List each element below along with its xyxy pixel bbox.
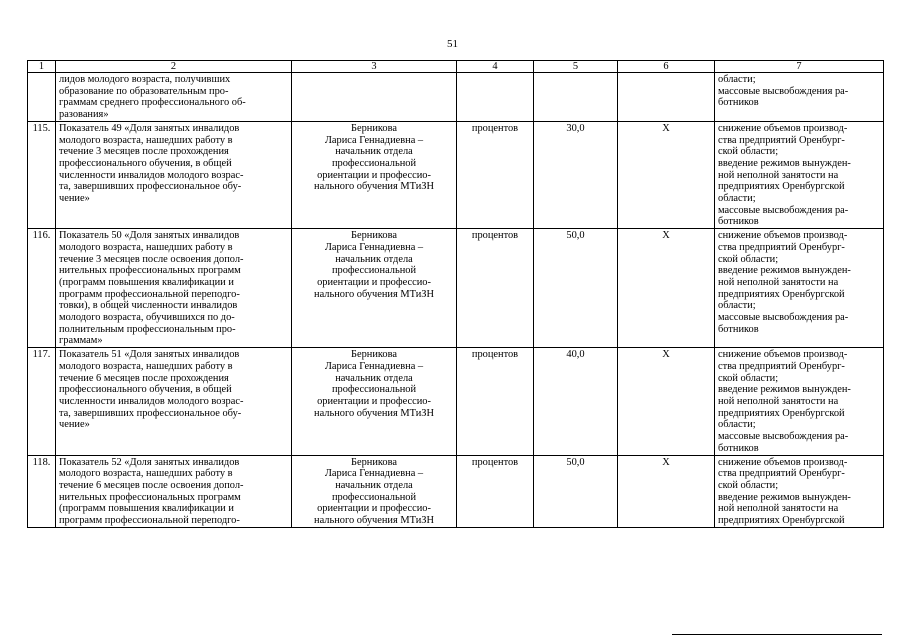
mark-cell: Х [618,348,715,455]
row-number-cell: 118. [28,455,56,527]
risks-cell: снижение объемов производ- ства предприятий Оренбург- ской области; введение режимов вынужден- ной неполной занятости на предприятиях Оренбургской области; массовые высвобождения ра- ботников [715,229,884,348]
value-cell [534,73,618,122]
mark-cell: Х [618,455,715,527]
page-number: 51 [447,38,458,50]
row-number-cell: 115. [28,121,56,228]
responsible-cell: Берникова Лариса Геннадиевна – начальник отдела профессиональной ориентации и профессио- нального обучения МТиЗН [292,455,457,527]
value-cell: 50,0 [534,455,618,527]
footer-divider [672,634,882,635]
row-number-cell: 117. [28,348,56,455]
mark-cell: Х [618,121,715,228]
indicators-table [27,60,884,528]
responsible-cell [292,73,457,122]
header-cell: 2 [56,61,292,73]
table-row-continuation [28,73,884,122]
indicator-cell: Показатель 50 «Доля занятых инвалидов молодого возраста, нашедших работу в течение 3 месяцев после освоения допол- нительных профессиональных программ (программ повышения квалификации и программ профессиональной переподго- товки), в общей численности инвалидов молодого возраста, обучившихся по до- полнительным профессиональным про- граммам» [56,229,292,348]
indicator-cell: Показатель 51 «Доля занятых инвалидов молодого возраста, нашедших работу в течение 6 месяцев после прохождения профессионального обучения, в общей численности инвалидов молодого возрас- та, завершивших профессиональное обу- чение» [56,348,292,455]
unit-cell: процентов [457,455,534,527]
table-header [28,61,884,73]
row-number-cell [28,73,56,122]
header-cell: 6 [618,61,715,73]
unit-cell: процентов [457,229,534,348]
responsible-cell: Берникова Лариса Геннадиевна – начальник отдела профессиональной ориентации и профессио- нального обучения МТиЗН [292,121,457,228]
responsible-cell: Берникова Лариса Геннадиевна – начальник отдела профессиональной ориентации и профессио- нального обучения МТиЗН [292,348,457,455]
value-cell: 40,0 [534,348,618,455]
table-row [28,121,884,228]
header-cell: 4 [457,61,534,73]
table-row [28,229,884,348]
mark-cell [618,73,715,122]
header-cell: 7 [715,61,884,73]
risks-cell: снижение объемов производ- ства предприятий Оренбург- ской области; введение режимов вынужден- ной неполной занятости на предприятиях Оренбургской области; массовые высвобождения ра- ботников [715,348,884,455]
indicator-cell: лидов молодого возраста, получивших образование по образовательным про- граммам среднего профессионального об- разования» [56,73,292,122]
table-body [28,73,884,528]
table-row [28,455,884,527]
table-row [28,348,884,455]
value-cell: 50,0 [534,229,618,348]
indicator-cell: Показатель 52 «Доля занятых инвалидов молодого возраста, нашедших работу в течение 6 месяцев после освоения допол- нительных профессиональных программ (программ повышения квалификации и программ профессиональной переподго- [56,455,292,527]
risks-cell: снижение объемов производ- ства предприятий Оренбург- ской области; введение режимов вынужден- ной неполной занятости на предприятиях Оренбургской [715,455,884,527]
value-cell: 30,0 [534,121,618,228]
unit-cell: процентов [457,121,534,228]
header-cell: 3 [292,61,457,73]
risks-cell: снижение объемов производ- ства предприятий Оренбург- ской области; введение режимов вынужден- ной неполной занятости на предприятиях Оренбургской области; массовые высвобождения ра- ботников [715,121,884,228]
unit-cell [457,73,534,122]
header-cell: 5 [534,61,618,73]
indicator-cell: Показатель 49 «Доля занятых инвалидов молодого возраста, нашедших работу в течение 3 месяцев после прохождения профессионального обучения, в общей численности инвалидов молодого возрас- та, завершивших профессиональное обу- чение» [56,121,292,228]
header-cell: 1 [28,61,56,73]
unit-cell: процентов [457,348,534,455]
risks-cell: области; массовые высвобождения ра- ботников [715,73,884,122]
row-number-cell: 116. [28,229,56,348]
mark-cell: Х [618,229,715,348]
responsible-cell: Берникова Лариса Геннадиевна – начальник отдела профессиональной ориентации и профессио- нального обучения МТиЗН [292,229,457,348]
